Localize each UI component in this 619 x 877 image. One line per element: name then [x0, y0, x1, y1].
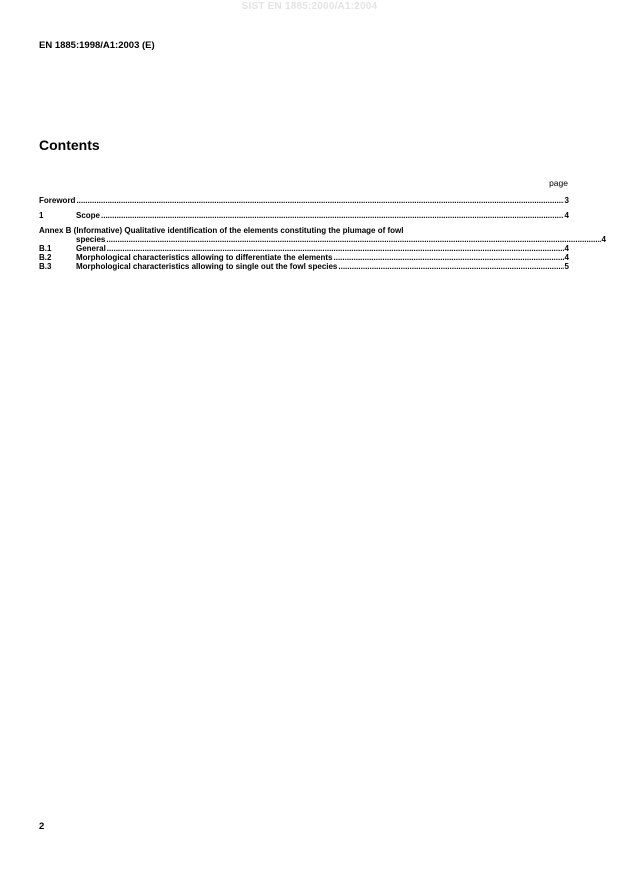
toc-entry-title: Morphological characteristics allowing to differentiate the elements — [76, 253, 333, 262]
dot-leader — [334, 253, 564, 262]
contents-heading: Contents — [39, 137, 100, 153]
toc-entry-title: Annex B (Informative) Qualitative identification of the elements constituting the plumage of fowl — [39, 226, 404, 235]
toc-entry-scope[interactable] — [39, 211, 569, 220]
toc-entry-annex-b[interactable] — [39, 226, 606, 244]
toc-entry-number: B.2 — [39, 253, 52, 262]
toc-entry-title-continued: species — [76, 235, 106, 244]
toc-entry-foreword[interactable] — [39, 196, 569, 205]
toc-entry-number: B.3 — [39, 262, 52, 271]
toc-entry-b1[interactable] — [39, 244, 569, 253]
toc-entry-b2[interactable] — [39, 253, 569, 262]
toc-entry-b3[interactable] — [39, 262, 569, 271]
toc-entry-page: 3 — [564, 196, 569, 205]
toc-entry-page: 4 — [564, 211, 569, 220]
toc-entry-page: 4 — [564, 253, 569, 262]
table-of-contents — [39, 196, 606, 271]
toc-entry-title: Morphological characteristics allowing to single out the fowl species — [76, 262, 338, 271]
dot-leader — [338, 262, 563, 271]
toc-entry-title: Foreword — [39, 196, 76, 205]
toc-entry-page: 5 — [564, 262, 569, 271]
dot-leader — [76, 196, 563, 205]
toc-entry-number: B.1 — [39, 244, 52, 253]
watermark-text: SIST EN 1885:2000/A1:2004 — [241, 1, 378, 12]
toc-entry-page: 4 — [601, 235, 606, 244]
page-column-label: page — [549, 178, 568, 188]
page-number: 2 — [39, 821, 45, 832]
toc-entry-title: Scope — [76, 211, 101, 220]
document-id: EN 1885:1998/A1:2003 (E) — [39, 40, 155, 51]
toc-entry-page: 4 — [564, 244, 569, 253]
toc-entry-title: General — [76, 244, 106, 253]
toc-entry-number: 1 — [39, 211, 44, 220]
dot-leader — [101, 211, 564, 220]
dot-leader — [106, 235, 600, 244]
dot-leader — [107, 244, 564, 253]
